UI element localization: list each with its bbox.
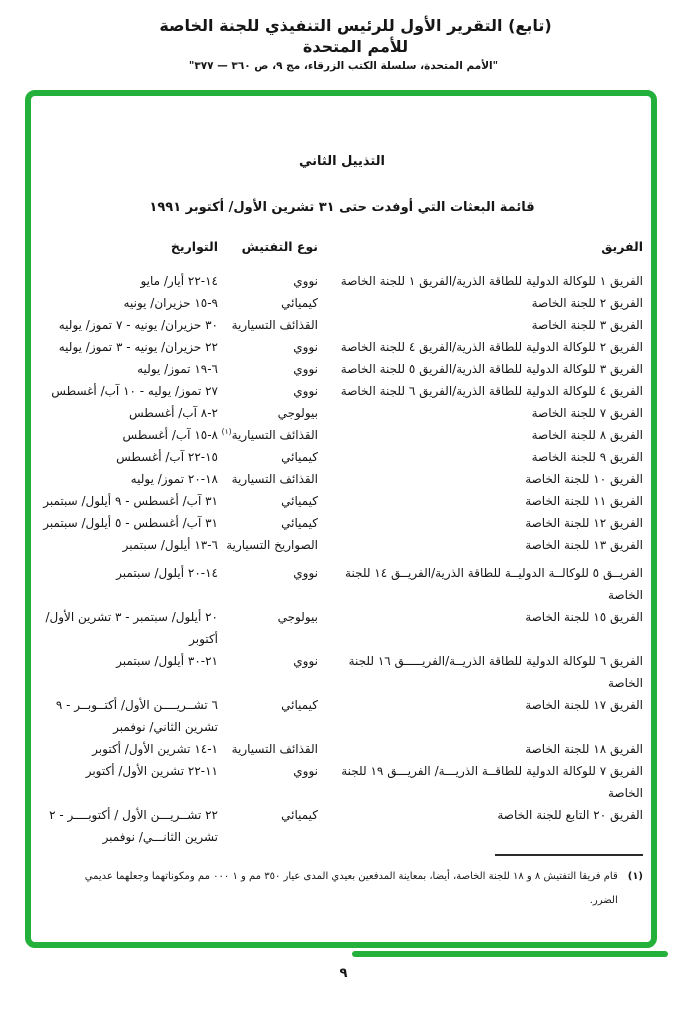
team-cell: الفريق ٣ للوكالة الدولية للطاقة الذرية/الفريق ٥ للجنة الخاصة [340, 362, 643, 376]
type-cell: بيولوجي [277, 610, 318, 624]
type-cell: القذائف التسيارية [231, 742, 318, 756]
type-cell: كيميائي [281, 698, 318, 712]
type-cell: كيميائي [281, 450, 318, 464]
dates-cell: ٦ تشــريــــن الأول/ أكتــوبــر - ٩ تشرين الثاني/ نوفمبر [55, 698, 218, 734]
dates-cell: ٨-١٥ آب/ أغسطس [122, 428, 218, 442]
dates-cell: ٢٢ تشــريـــن الأول / أكتوبــــر - ٢ تشرين الثانـــي/ نوفمبر [49, 808, 218, 844]
table-row [37, 760, 643, 804]
column-header-dates: التواريخ [170, 239, 218, 254]
table-row [37, 534, 643, 556]
type-cell: نووي [293, 362, 318, 376]
table-row [37, 314, 643, 336]
table-row [37, 358, 643, 380]
type-cell: نووي [293, 764, 318, 778]
table-row [37, 650, 643, 694]
team-cell: الفريق ٢ للجنة الخاصة [531, 296, 643, 310]
dates-cell: ١١-٢٢ تشرين الأول/ أكتوبر [85, 764, 218, 778]
column-header-type: نوع التفتيش [241, 239, 318, 254]
dates-cell: ٢١-٣٠ أيلول/ سبتمبر [116, 654, 218, 668]
team-cell: الفريق ١٠ للجنة الخاصة [525, 472, 643, 486]
document-header [0, 0, 687, 72]
page-number: ٩ [339, 966, 348, 981]
source-citation: "الأمم المتحدة، سلسلة الكتب الزرقاء، مج ٩، ص ٣٦٠ — ٣٧٧" [188, 60, 499, 73]
table-row [37, 292, 643, 314]
table-row [37, 270, 643, 292]
footnote-area [41, 854, 643, 913]
green-annotation-stray-line [352, 951, 668, 957]
dates-cell: ١٤-٢٠ أيلول/ سبتمبر [116, 566, 218, 580]
team-cell: الفريق ١٣ للجنة الخاصة [525, 538, 643, 552]
footnote-separator [495, 854, 643, 856]
type-cell: بيولوجي [277, 406, 318, 420]
type-cell: القذائف التسيارية [231, 318, 318, 332]
inspections-table [37, 239, 643, 848]
team-cell: الفريق ٢٠ التابع للجنة الخاصة [497, 808, 643, 822]
table-row [37, 694, 643, 738]
footnote-ref: (١) [221, 427, 232, 436]
dates-cell: ١٨-٢٠ تموز/ يوليه [130, 472, 218, 486]
dates-cell: ١٤-٢٢ أيار/ مايو [140, 274, 218, 288]
green-annotation-box [25, 90, 657, 948]
table-row [37, 424, 643, 446]
team-cell: الفريق ٤ للوكالة الدولية للطاقة الذرية/الفريق ٦ للجنة الخاصة [340, 384, 643, 398]
table-row [37, 490, 643, 512]
table-header-row [37, 239, 643, 270]
type-cell: نووي [293, 340, 318, 354]
table-row [37, 336, 643, 358]
dates-cell: ٦-١٣ أيلول/ سبتمبر [122, 538, 218, 552]
type-cell: القذائف التسيارية [231, 472, 318, 486]
team-cell: الفريق ٩ للجنة الخاصة [531, 450, 643, 464]
team-cell: الفريق ٢ للوكالة الدولية للطاقة الذرية/الفريق ٤ للجنة الخاصة [340, 340, 643, 354]
dates-cell: ٢-٨ آب/ أغسطس [128, 406, 218, 420]
type-cell: نووي [293, 654, 318, 668]
appendix-title: التذييل الثاني [298, 154, 386, 169]
inspections-table-body [37, 270, 643, 848]
page-title: (تابع) التقرير الأول للرئيس التنفيذي للجنة الخاصة للأمم المتحدة [159, 16, 552, 57]
footnote [41, 865, 643, 913]
team-cell: الفريــق ٥ للوكالــة الدوليــة للطاقة الذرية/الفريــق ١٤ للجنة الخاصة [345, 566, 643, 602]
dates-cell: ١-١٤ تشرين الأول/ أكتوبر [92, 742, 218, 756]
team-cell: الفريق ١٢ للجنة الخاصة [525, 516, 643, 530]
footnote-text: قام فريقا التفتيش ٨ و ١٨ للجنة الخاصة، أيضا، بمعاينة المدفعين بعيدي المدى عيار ٣٥٠ مم و ١ ٠٠٠ مم ومكوناتهما وجعلهما عديمي الضرر. [84, 871, 618, 906]
dates-cell: ٢٧ تموز/ يوليه - ١٠ آب/ أغسطس [51, 384, 218, 398]
team-cell: الفريق ١٥ للجنة الخاصة [525, 610, 643, 624]
team-cell: الفريق ٧ للوكالة الدولية للطاقــة الذريـــة/ الفريـــق ١٩ للجنة الخاصة [341, 764, 643, 800]
table-row [37, 512, 643, 534]
type-cell: القذائف التسيارية$^{(١)}$ [221, 427, 318, 442]
dates-cell: ٣٠ حزيران/ يونيه - ٧ تموز/ يوليه [58, 318, 218, 332]
dates-cell: ٩-١٥ حزيران/ يونيه [123, 296, 218, 310]
type-cell: كيميائي [281, 808, 318, 822]
type-cell: كيميائي [281, 296, 318, 310]
dates-cell: ٣١ آب/ أغسطس - ٩ أيلول/ سبتمبر [43, 494, 218, 508]
table-row [37, 556, 643, 606]
team-cell: الفريق ٦ للوكالة الدولية للطاقة الذريــة/الفريـــــق ١٦ للجنة الخاصة [348, 654, 643, 690]
type-cell: كيميائي [281, 516, 318, 530]
team-cell: الفريق ١٨ للجنة الخاصة [525, 742, 643, 756]
table-row [37, 468, 643, 490]
table-row [37, 380, 643, 402]
table-row [37, 446, 643, 468]
appendix-content [31, 154, 651, 913]
type-cell: نووي [293, 384, 318, 398]
table-row [37, 402, 643, 424]
team-cell: الفريق ٣ للجنة الخاصة [531, 318, 643, 332]
dates-cell: ٦-١٩ تموز/ يوليه [137, 362, 218, 376]
type-cell: كيميائي [281, 494, 318, 508]
footnote-marker: (١) [627, 871, 643, 882]
dates-cell: ٣١ آب/ أغسطس - ٥ أيلول/ سبتمبر [43, 516, 218, 530]
column-header-team: الفريق [601, 239, 643, 254]
appendix-subtitle: قائمة البعثات التي أوفدت حتى ٣١ تشرين الأول/ أكتوبر ١٩٩١ [149, 200, 535, 215]
dates-cell: ٢٢ حزيران/ يونيه - ٣ تموز/ يوليه [58, 340, 218, 354]
team-cell: الفريق ١٧ للجنة الخاصة [525, 698, 643, 712]
type-cell: نووي [293, 274, 318, 288]
team-cell: الفريق ٨ للجنة الخاصة [531, 428, 643, 442]
dates-cell: ١٥-٢٢ آب/ أغسطس [116, 450, 218, 464]
type-cell: نووي [293, 566, 318, 580]
dates-cell: ٢٠ أيلول/ سبتمبر - ٣ تشرين الأول/ أكتوبر [45, 610, 218, 646]
team-cell: الفريق ١١ للجنة الخاصة [525, 494, 643, 508]
team-cell: الفريق ٧ للجنة الخاصة [531, 406, 643, 420]
table-row [37, 738, 643, 760]
type-cell: الصواريخ التسيارية [226, 538, 318, 552]
table-row [37, 804, 643, 848]
table-row [37, 606, 643, 650]
team-cell: الفريق ١ للوكالة الدولية للطاقة الذرية/الفريق ١ للجنة الخاصة [340, 274, 643, 288]
